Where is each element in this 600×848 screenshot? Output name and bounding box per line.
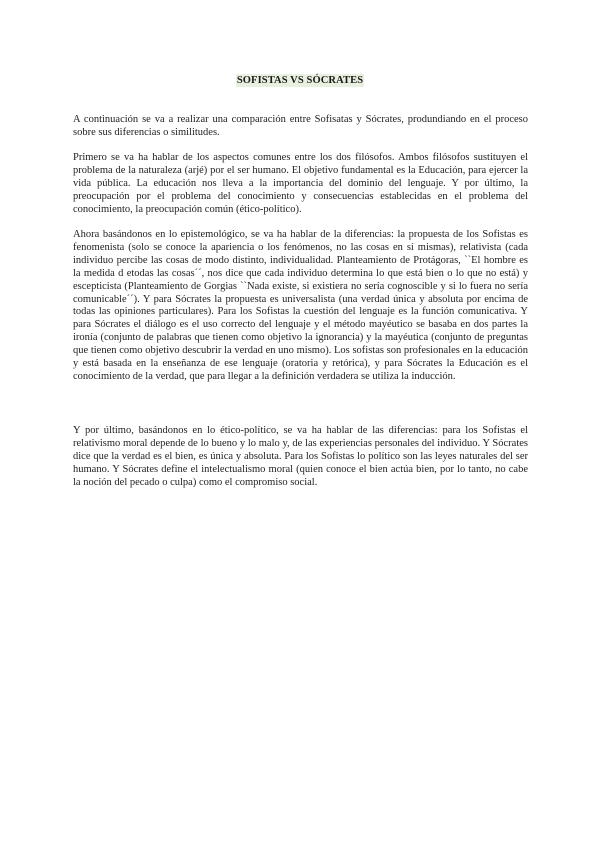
document-title: SOFISTAS VS SÓCRATES	[236, 75, 364, 86]
paragraph-ethical-political-differences: Y por último, basándonos en lo ético-político, se va ha hablar de las diferencias: para los Sofistas el relativismo moral depende de lo bueno y lo malo y, de las experiencias personales del individuo. Y Sócrates dice que la verdad es el bien, es única y absoluta. Para los Sofistas lo político son las leyes naturales del ser humano. Y Sócrates define el intelectualismo moral (quien conoce el bien actúa bien, por lo tanto, no cabe la noción del pecado o culpa) como el compromiso social.	[73, 425, 528, 488]
paragraph-introduction: A continuación se va a realizar una comparación entre Sofisatas y Sócrates, produndiando en el proceso sobre sus diferencias o similitudes.	[73, 114, 528, 138]
paragraph-common-aspects: Primero se va ha hablar de los aspectos comunes entre los dos filósofos. Ambos filósofos sustituyen el problema de la naturaleza (arjé) por el ser humano. El objetivo fundamental es la Educación, para ejercer la vida pública. La educación nos lleva a la importancia del dominio del lenguaje. Y por último, la preocupación por el problema del conocimiento y consecuencias establecidas en el problema del conocimiento, la preocupación común (ético-político).	[73, 152, 528, 215]
title-container	[0, 70, 600, 88]
paragraph-epistemological-differences: Ahora basándonos en lo epistemológico, se va ha hablar de la diferencias: la propuesta de los Sofistas es fenomenista (solo se conoce la apariencia o los fenómenos, no las cosas en sí mismas), relativista (cada individuo percibe las cosas de modo distinto, individualidad. Planteamiento de Protágoras, ``El hombre es la medida d etodas las cosas´´, nos dice que cada individuo determina lo que está bien o lo que no está) y escepticista (Planteamiento de Gorgias ``Nada existe, si existiera no sería cognoscible y si lo fuera no sería comunicable´´). Y para Sócrates la propuesta es universalista (una verdad única y absoluta por encima de todas las opiniones particulares). Para los Sofistas la cuestión del lenguaje es la función comunicativa. Y para Sócrates el diálogo es el uso correcto del lenguaje y el método mayéutico se basaba en dos partes la ironía (conjunto de palabras que tienen como objetivo la ignorancia) y la mayéutica (conjunto de preguntas que tienen como objetivo descubrir la verdad en uno mismo). Los sofistas son profesionales en la educación y está basada en la enseñanza de ese lenguaje (oratoria y retórica), y para Sócrates la Educación es el conocimiento de la verdad, que para llegar a la definición verdadera se utiliza la inducción.	[73, 229, 528, 382]
